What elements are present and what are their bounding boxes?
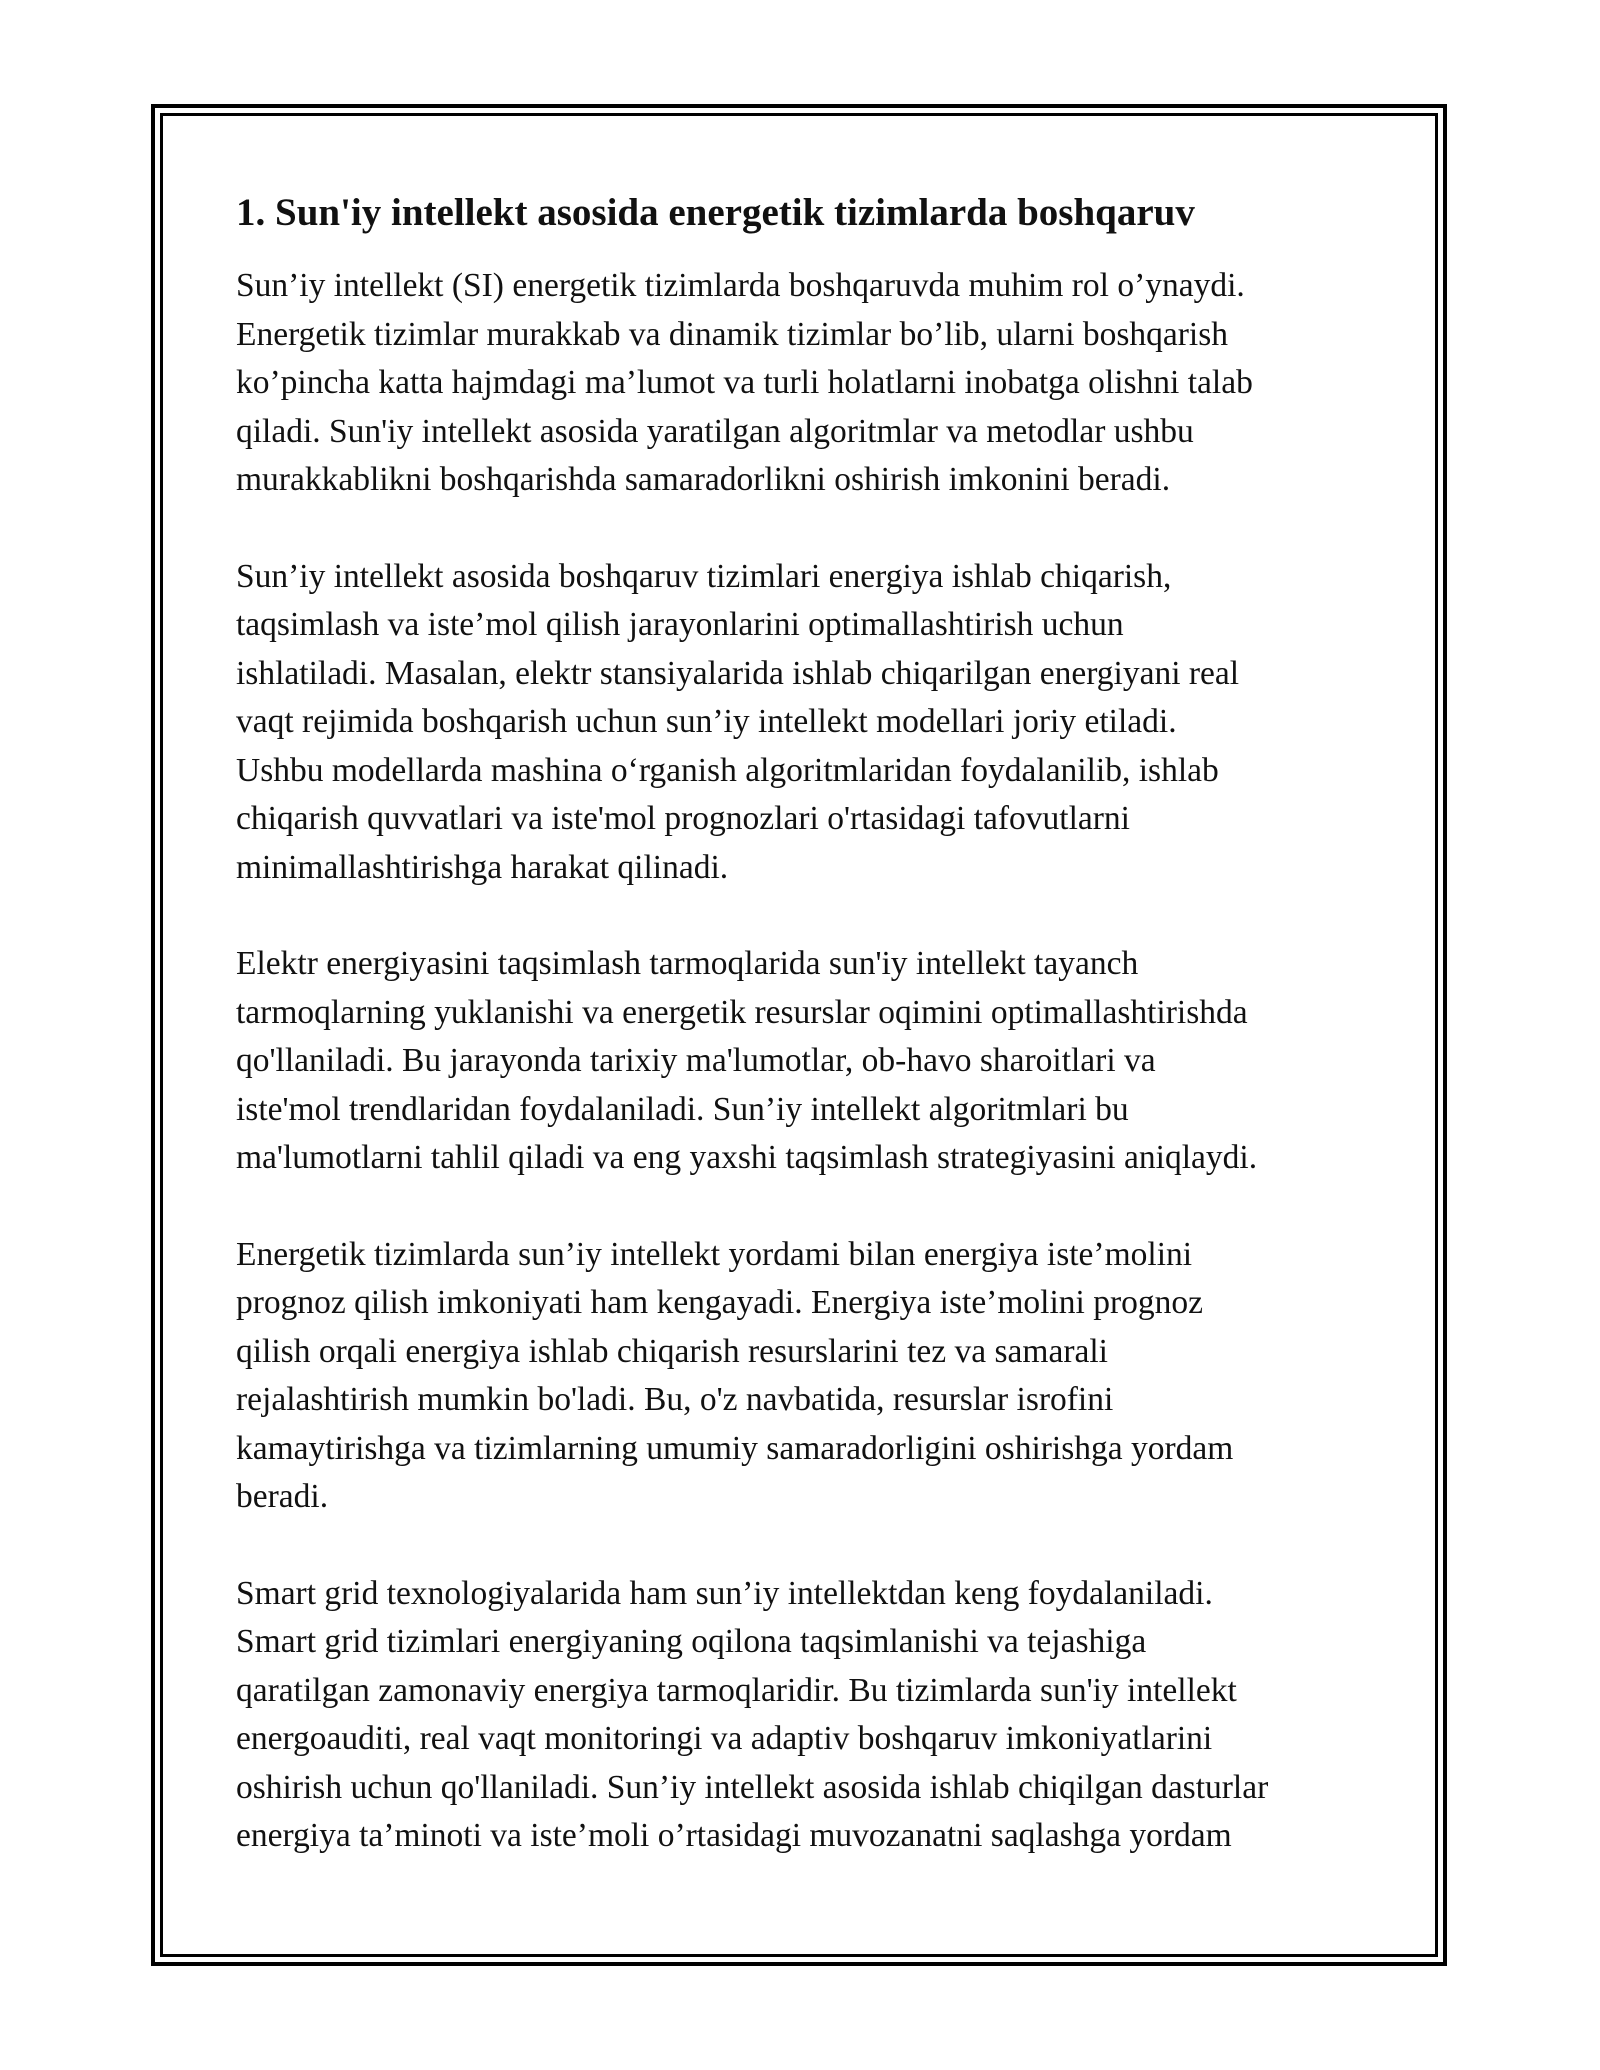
paragraph-line: qiladi. Sun'iy intellekt asosida yaratilgan algoritmlar va metodlar ushbu	[236, 412, 1194, 450]
paragraph-line: tarmoqlarning yuklanishi va energetik resurslar oqimini optimallashtirishda	[236, 993, 1248, 1031]
paragraph-line: kamaytirishga va tizimlarning umumiy samaradorligini oshirishga yordam	[236, 1429, 1234, 1467]
paragraph-line: Smart grid texnologiyalarida ham sun’iy intellektdan keng foydalaniladi.	[236, 1574, 1213, 1612]
paragraph	[236, 553, 1376, 893]
paragraph-line: Ushbu modellarda mashina o‘rganish algoritmlaridan foydalanilib, ishlab	[236, 751, 1219, 789]
paragraph	[236, 940, 1376, 1183]
paragraph-line: ko’pincha katta hajmdagi ma’lumot va turli holatlarni inobatga olishni talab	[236, 364, 1253, 401]
paragraph-line: ishlatiladi. Masalan, elektr stansiyalarida ishlab chiqarilgan energiyani real	[236, 654, 1240, 692]
paragraph-line: Energetik tizimlarda sun’iy intellekt yordami bilan energiya iste’molini	[236, 1235, 1193, 1273]
paragraph-line: Sun’iy intellekt asosida boshqaruv tizimlari energiya ishlab chiqarish,	[236, 557, 1172, 595]
paragraph-line: Energetik tizimlar murakkab va dinamik tizimlar bo’lib, ularni boshqarish	[236, 315, 1229, 353]
paragraph-line: energiya ta’minoti va iste’moli o’rtasidagi muvozanatni saqlashga yordam	[236, 1817, 1232, 1854]
paragraph-line: minimallashtirishga harakat qilinadi.	[236, 848, 729, 886]
document-body	[236, 188, 1376, 1909]
paragraph-line: qaratilgan zamonaviy energiya tarmoqlaridir. Bu tizimlarda sun'iy intellekt	[236, 1671, 1237, 1709]
paragraph-line: chiqarish quvvatlari va iste'mol prognozlari o'rtasidagi tafovutlarni	[236, 800, 1130, 837]
paragraph	[236, 262, 1376, 505]
paragraph-line: murakkablikni boshqarishda samaradorlikni oshirish imkonini beradi.	[236, 461, 1171, 498]
paragraph-line: oshirish uchun qo'llaniladi. Sun’iy intellekt asosida ishlab chiqilgan dasturlar	[236, 1768, 1269, 1806]
paragraph-line: beradi.	[236, 1478, 329, 1515]
paragraph-line: taqsimlash va iste’mol qilish jarayonlarini optimallashtirish uchun	[236, 606, 1124, 643]
paragraph-line: qilish orqali energiya ishlab chiqarish resurslarini tez va samarali	[236, 1332, 1108, 1370]
paragraph-line: iste'mol trendlaridan foydalaniladi. Sun’iy intellekt algoritmlari bu	[236, 1090, 1129, 1128]
paragraph-line: rejalashtirish mumkin bo'ladi. Bu, o'z navbatida, resurslar isrofini	[236, 1381, 1114, 1418]
paragraph-line: vaqt rejimida boshqarish uchun sun’iy intellekt modellari joriy etiladi.	[236, 703, 1177, 740]
paragraph-list	[236, 262, 1376, 1861]
paragraph-line: ma'lumotlarni tahlil qiladi va eng yaxshi taqsimlash strategiyasini aniqlaydi.	[236, 1139, 1258, 1176]
paragraph-line: Smart grid tizimlari energiyaning oqilona taqsimlanishi va tejashiga	[236, 1623, 1147, 1660]
paragraph-line: Elektr energiyasini taqsimlash tarmoqlarida sun'iy intellekt tayanch	[236, 945, 1139, 982]
paragraph-line: qo'llaniladi. Bu jarayonda tarixiy ma'lumotlar, ob-havo sharoitlari va	[236, 1042, 1156, 1079]
paragraph-line: prognoz qilish imkoniyati ham kengayadi. Energiya iste’molini prognoz	[236, 1284, 1203, 1321]
paragraph	[236, 1570, 1376, 1861]
paragraph-line: Sun’iy intellekt (SI) energetik tizimlarda boshqaruvda muhim rol o’ynaydi.	[236, 267, 1245, 304]
paragraph-line: energoauditi, real vaqt monitoringi va adaptiv boshqaruv imkoniyatlarini	[236, 1720, 1213, 1757]
paragraph	[236, 1231, 1376, 1522]
section-heading: 1. Sun'iy intellekt asosida energetik tizimlarda boshqaruv	[236, 191, 1195, 234]
